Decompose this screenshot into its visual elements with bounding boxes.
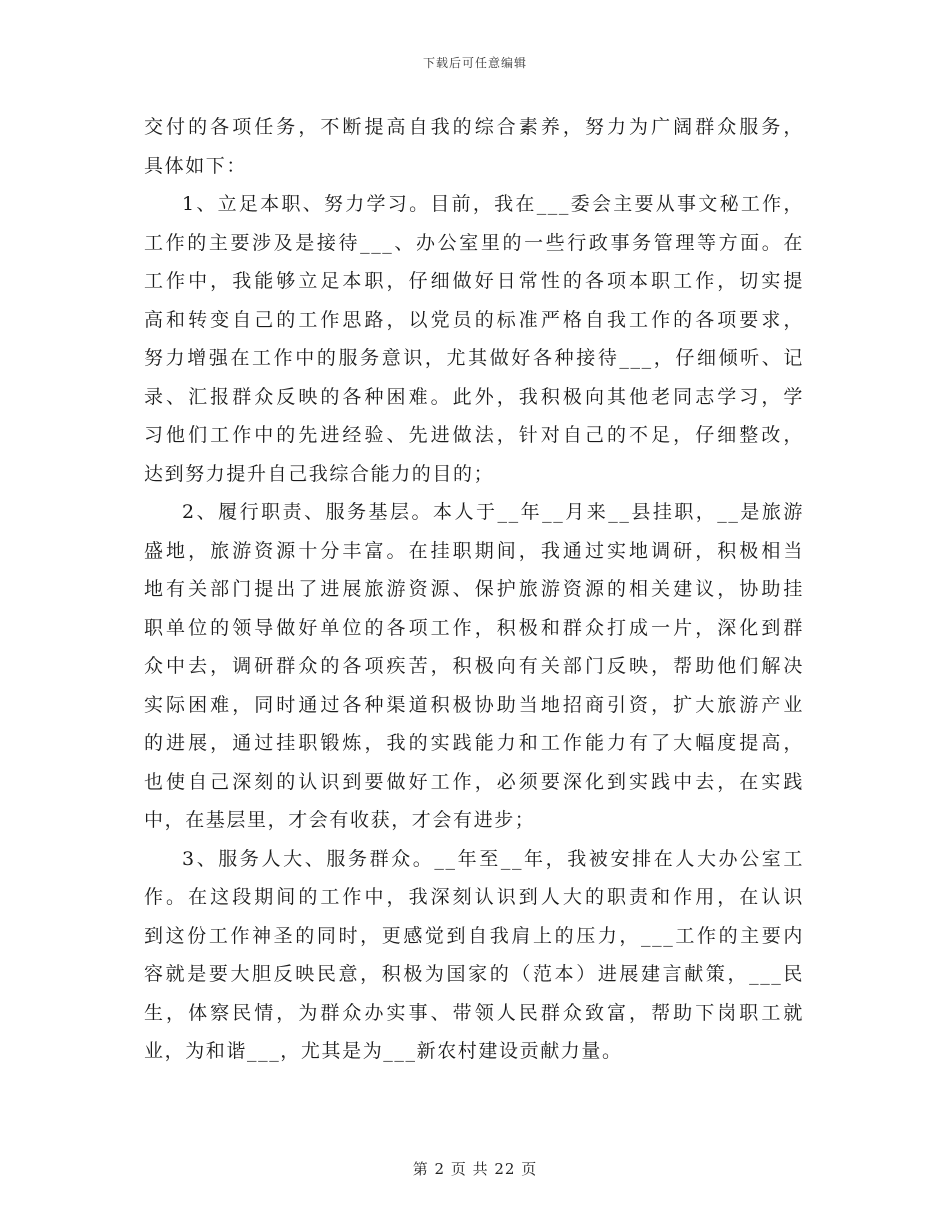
document-body bbox=[144, 108, 804, 1071]
text-line: 容就是要大胆反映民意，积极为国家的（范本）进展建言献策，___民 bbox=[144, 963, 804, 985]
text-line: 职单位的领导做好单位的各项工作，积极和群众打成一片，深化到群 bbox=[144, 616, 804, 639]
text-line: 到这份工作神圣的同时，更感觉到自我肩上的压力，___工作的主要内 bbox=[144, 924, 804, 947]
text-line: 众中去，调研群众的各项疾苦，积极向有关部门反映，帮助他们解决 bbox=[144, 655, 804, 677]
text-line: 地有关部门提出了进展旅游资源、保护旅游资源的相关建议，协助挂 bbox=[144, 578, 804, 600]
text-line: 生，体察民情，为群众办实事、带领人民群众致富，帮助下岗职工就 bbox=[144, 1001, 804, 1024]
paragraph-line: 3、服务人大、服务群众。__年至__年，我被安排在人大办公室工 bbox=[182, 847, 804, 870]
text-line: 习他们工作中的先进经验、先进做法，针对自己的不足，仔细整改， bbox=[144, 424, 804, 446]
text-line: 交付的各项任务，不断提高自我的综合素养，努力为广阔群众服务， bbox=[144, 116, 804, 138]
text-line: 的进展，通过挂职锻炼，我的实践能力和工作能力有了大幅度提高， bbox=[144, 732, 804, 754]
text-line: 努力增强在工作中的服务意识，尤其做好各种接待___，仔细倾听、记 bbox=[144, 347, 804, 369]
paragraph-line: 2、履行职责、服务基层。本人于__年__月来__县挂职，__是旅游 bbox=[182, 501, 804, 523]
page-header: 下载后可任意编辑 bbox=[422, 56, 527, 70]
text-line: 工作中，我能够立足本职，仔细做好日常性的各项本职工作，切实提 bbox=[144, 270, 804, 292]
text-line: 实际困难，同时通过各种渠道积极协助当地招商引资，扩大旅游产业 bbox=[144, 693, 804, 716]
text-line: 工作的主要涉及是接待___、办公室里的一些行政事务管理等方面。在 bbox=[144, 231, 804, 254]
text-line: 达到努力提升自己我综合能力的目的； bbox=[144, 462, 495, 485]
text-line: 高和转变自己的工作思路，以党员的标准严格自我工作的各项要求， bbox=[144, 308, 804, 331]
text-line: 也使自己深刻的认识到要做好工作，必须要深化到实践中去，在实践 bbox=[144, 770, 804, 793]
text-line: 业，为和谐___，尤其是为___新农村建设贡献力量。 bbox=[144, 1040, 623, 1062]
text-line: 中，在基层里，才会有收获，才会有进步； bbox=[144, 809, 536, 831]
text-line: 录、汇报群众反映的各种困难。此外，我积极向其他老同志学习，学 bbox=[144, 385, 804, 408]
text-line: 具体如下： bbox=[144, 154, 248, 177]
text-line: 作。在这段期间的工作中，我深刻认识到人大的职责和作用，在认识 bbox=[144, 886, 804, 908]
page-number: 第 2 页 共 22 页 bbox=[412, 1160, 538, 1178]
text-line: 盛地，旅游资源十分丰富。在挂职期间，我通过实地调研，积极相当 bbox=[144, 539, 804, 562]
paragraph-line: 1、立足本职、努力学习。目前，我在___委会主要从事文秘工作， bbox=[182, 193, 804, 215]
